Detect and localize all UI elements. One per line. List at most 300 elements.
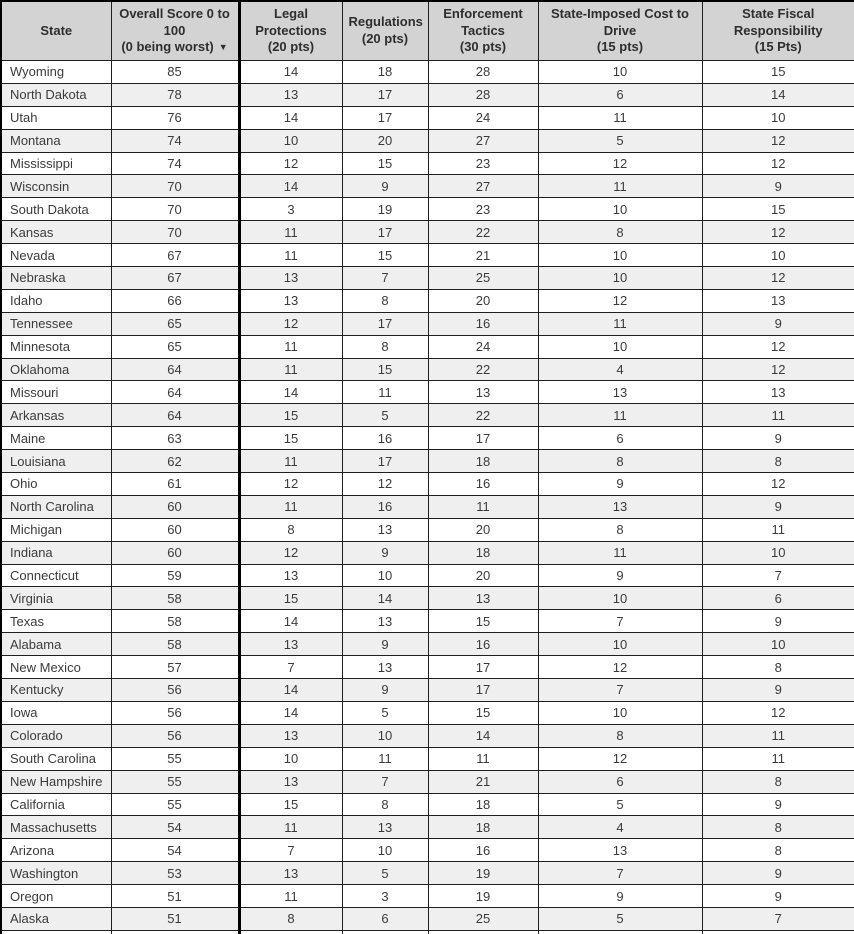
state-cell: New Mexico [1, 656, 111, 679]
score-cell: 63 [111, 427, 239, 450]
score-cell: 11 [239, 816, 342, 839]
score-cell: 11 [239, 335, 342, 358]
score-cell: 11 [702, 518, 854, 541]
state-cell: Minnesota [1, 335, 111, 358]
score-cell: 59 [111, 564, 239, 587]
state-cell: Indiana [1, 541, 111, 564]
table-row [1, 679, 854, 702]
state-cell: Connecticut [1, 564, 111, 587]
score-cell: 11 [702, 747, 854, 770]
score-cell: 7 [538, 610, 702, 633]
score-cell: 60 [111, 541, 239, 564]
score-cell: 64 [111, 358, 239, 381]
score-cell: 9 [342, 679, 428, 702]
score-cell: 10 [239, 747, 342, 770]
empty-cell [111, 930, 239, 934]
sort-descending-icon: ▼ [218, 42, 228, 53]
score-cell: 10 [538, 244, 702, 267]
table-row [1, 610, 854, 633]
column-points-label: (20 pts) [267, 39, 315, 55]
score-cell: 11 [538, 312, 702, 335]
table-row [1, 862, 854, 885]
state-cell: Alaska [1, 907, 111, 930]
score-cell: 55 [111, 793, 239, 816]
table-row [1, 129, 854, 152]
score-cell: 60 [111, 518, 239, 541]
score-cell: 13 [702, 289, 854, 312]
score-cell: 10 [239, 129, 342, 152]
score-cell: 6 [538, 83, 702, 106]
score-cell: 27 [428, 175, 538, 198]
score-cell: 16 [428, 633, 538, 656]
score-cell: 8 [538, 724, 702, 747]
score-cell: 12 [342, 473, 428, 496]
score-cell: 11 [538, 404, 702, 427]
score-cell: 51 [111, 885, 239, 908]
score-cell: 8 [538, 450, 702, 473]
score-cell: 10 [538, 701, 702, 724]
score-cell: 11 [538, 106, 702, 129]
score-cell: 53 [111, 862, 239, 885]
score-cell: 28 [428, 61, 538, 84]
column-label: State Fiscal Responsibility [733, 5, 823, 38]
score-cell: 22 [428, 221, 538, 244]
score-cell: 13 [538, 839, 702, 862]
score-cell: 13 [239, 83, 342, 106]
table-body [1, 61, 854, 934]
score-cell: 13 [239, 564, 342, 587]
score-cell: 12 [538, 152, 702, 175]
score-cell: 12 [702, 701, 854, 724]
score-cell: 66 [111, 289, 239, 312]
score-cell: 13 [239, 724, 342, 747]
score-cell: 51 [111, 907, 239, 930]
score-cell: 70 [111, 221, 239, 244]
score-cell: 17 [342, 83, 428, 106]
state-cell: Nevada [1, 244, 111, 267]
score-cell: 10 [702, 541, 854, 564]
score-cell: 17 [428, 427, 538, 450]
score-cell: 7 [702, 907, 854, 930]
score-cell: 20 [428, 564, 538, 587]
score-cell: 57 [111, 656, 239, 679]
score-cell: 13 [342, 656, 428, 679]
score-cell: 6 [702, 587, 854, 610]
table-row [1, 724, 854, 747]
score-cell: 15 [342, 244, 428, 267]
table-row [1, 839, 854, 862]
score-cell: 11 [239, 495, 342, 518]
table-row [1, 564, 854, 587]
score-cell: 3 [239, 198, 342, 221]
empty-cell [1, 930, 111, 934]
table-row [1, 701, 854, 724]
score-cell: 18 [428, 450, 538, 473]
column-label: Regulations [348, 14, 423, 30]
table-row [1, 816, 854, 839]
state-cell: Louisiana [1, 450, 111, 473]
column-points-label: (15 Pts) [754, 39, 802, 55]
score-cell: 15 [239, 427, 342, 450]
state-cell: Arkansas [1, 404, 111, 427]
column-points-label: (0 being worst) ▼ [121, 39, 228, 55]
column-header-state[interactable] [1, 1, 111, 61]
score-cell: 13 [239, 862, 342, 885]
score-cell: 11 [239, 885, 342, 908]
table-row [1, 335, 854, 358]
score-cell: 7 [239, 839, 342, 862]
score-cell: 25 [428, 907, 538, 930]
table-row [1, 473, 854, 496]
score-cell: 10 [342, 564, 428, 587]
state-cell: California [1, 793, 111, 816]
score-cell: 85 [111, 61, 239, 84]
score-cell: 13 [428, 381, 538, 404]
score-cell: 7 [538, 862, 702, 885]
score-cell: 15 [239, 587, 342, 610]
score-cell: 7 [702, 564, 854, 587]
score-cell: 10 [702, 106, 854, 129]
score-cell: 60 [111, 495, 239, 518]
score-cell: 25 [428, 267, 538, 290]
state-cell: North Carolina [1, 495, 111, 518]
score-cell: 58 [111, 633, 239, 656]
state-cell: Nebraska [1, 267, 111, 290]
score-cell: 11 [239, 244, 342, 267]
score-cell: 27 [428, 129, 538, 152]
score-cell: 13 [538, 381, 702, 404]
table-row [1, 198, 854, 221]
score-cell: 9 [538, 564, 702, 587]
score-cell: 9 [538, 473, 702, 496]
score-cell: 9 [702, 175, 854, 198]
empty-cell [538, 930, 702, 934]
score-cell: 9 [342, 541, 428, 564]
table-row [1, 289, 854, 312]
table-row [1, 106, 854, 129]
score-cell: 3 [342, 885, 428, 908]
score-cell: 14 [239, 106, 342, 129]
score-cell: 55 [111, 770, 239, 793]
state-cell: Arizona [1, 839, 111, 862]
score-cell: 13 [342, 610, 428, 633]
score-cell: 17 [428, 656, 538, 679]
score-cell: 19 [428, 862, 538, 885]
table-row [1, 450, 854, 473]
score-cell: 9 [702, 312, 854, 335]
score-cell: 10 [342, 724, 428, 747]
score-cell: 17 [342, 450, 428, 473]
score-cell: 8 [342, 289, 428, 312]
table-row [1, 427, 854, 450]
score-cell: 16 [428, 473, 538, 496]
score-cell: 12 [702, 267, 854, 290]
score-cell: 10 [538, 587, 702, 610]
score-cell: 67 [111, 244, 239, 267]
score-cell: 8 [702, 770, 854, 793]
state-cell: Utah [1, 106, 111, 129]
column-header-overall-score[interactable] [111, 1, 239, 61]
score-cell: 15 [702, 61, 854, 84]
score-cell: 22 [428, 358, 538, 381]
score-cell: 5 [538, 907, 702, 930]
column-label: State-Imposed Cost to Drive [551, 5, 689, 38]
score-cell: 8 [538, 221, 702, 244]
score-cell: 11 [702, 404, 854, 427]
score-cell: 12 [702, 221, 854, 244]
column-label: Overall Score 0 to 100 [119, 5, 230, 38]
score-cell: 20 [428, 518, 538, 541]
score-cell: 11 [428, 495, 538, 518]
score-cell: 9 [342, 633, 428, 656]
score-cell: 11 [342, 381, 428, 404]
score-cell: 7 [342, 267, 428, 290]
empty-cell [428, 930, 538, 934]
state-cell: South Carolina [1, 747, 111, 770]
score-cell: 56 [111, 679, 239, 702]
score-cell: 67 [111, 267, 239, 290]
table-row-partial [1, 930, 854, 934]
score-cell: 8 [342, 335, 428, 358]
state-cell: Massachusetts [1, 816, 111, 839]
score-cell: 15 [428, 610, 538, 633]
score-cell: 15 [342, 152, 428, 175]
state-cell: Texas [1, 610, 111, 633]
state-cell: Montana [1, 129, 111, 152]
score-cell: 5 [342, 862, 428, 885]
score-cell: 65 [111, 335, 239, 358]
state-cell: Idaho [1, 289, 111, 312]
score-cell: 9 [538, 885, 702, 908]
table-row [1, 518, 854, 541]
score-cell: 9 [702, 610, 854, 633]
score-cell: 12 [239, 152, 342, 175]
score-cell: 7 [342, 770, 428, 793]
score-cell: 11 [538, 175, 702, 198]
score-cell: 11 [428, 747, 538, 770]
score-cell: 17 [342, 221, 428, 244]
score-cell: 76 [111, 106, 239, 129]
state-cell: Ohio [1, 473, 111, 496]
score-cell: 61 [111, 473, 239, 496]
score-cell: 9 [342, 175, 428, 198]
score-cell: 58 [111, 610, 239, 633]
score-cell: 10 [702, 244, 854, 267]
score-cell: 23 [428, 198, 538, 221]
score-cell: 15 [702, 198, 854, 221]
score-cell: 12 [538, 747, 702, 770]
score-cell: 12 [239, 473, 342, 496]
state-cell: North Dakota [1, 83, 111, 106]
score-cell: 14 [342, 587, 428, 610]
state-cell: Mississippi [1, 152, 111, 175]
score-cell: 56 [111, 701, 239, 724]
score-cell: 20 [428, 289, 538, 312]
score-cell: 10 [538, 198, 702, 221]
score-cell: 14 [428, 724, 538, 747]
column-header-enforcement-tactics[interactable] [428, 1, 538, 61]
table-row [1, 495, 854, 518]
score-cell: 28 [428, 83, 538, 106]
score-cell: 6 [538, 427, 702, 450]
score-cell: 18 [342, 61, 428, 84]
score-cell: 6 [538, 770, 702, 793]
score-cell: 13 [702, 381, 854, 404]
score-cell: 13 [239, 267, 342, 290]
score-cell: 56 [111, 724, 239, 747]
score-cell: 58 [111, 587, 239, 610]
state-cell: Missouri [1, 381, 111, 404]
table-row [1, 61, 854, 84]
table-row [1, 152, 854, 175]
state-cell: Virginia [1, 587, 111, 610]
score-cell: 12 [702, 152, 854, 175]
score-cell: 9 [702, 427, 854, 450]
empty-cell [342, 930, 428, 934]
score-cell: 8 [702, 450, 854, 473]
score-cell: 54 [111, 839, 239, 862]
state-cell: Kentucky [1, 679, 111, 702]
state-cell: New Hampshire [1, 770, 111, 793]
table-row [1, 83, 854, 106]
score-cell: 9 [702, 679, 854, 702]
table-row [1, 587, 854, 610]
score-cell: 6 [342, 907, 428, 930]
score-cell: 14 [239, 175, 342, 198]
score-cell: 70 [111, 175, 239, 198]
score-cell: 14 [239, 61, 342, 84]
score-cell: 55 [111, 747, 239, 770]
score-cell: 15 [239, 404, 342, 427]
score-cell: 10 [538, 61, 702, 84]
score-cell: 13 [342, 816, 428, 839]
score-cell: 15 [428, 701, 538, 724]
score-cell: 20 [342, 129, 428, 152]
score-cell: 70 [111, 198, 239, 221]
score-cell: 13 [239, 770, 342, 793]
empty-cell [239, 930, 342, 934]
score-cell: 8 [342, 793, 428, 816]
score-cell: 24 [428, 335, 538, 358]
score-cell: 16 [428, 839, 538, 862]
score-cell: 11 [342, 747, 428, 770]
table-row [1, 221, 854, 244]
state-cell: Alabama [1, 633, 111, 656]
score-cell: 8 [702, 816, 854, 839]
score-cell: 12 [702, 473, 854, 496]
score-cell: 5 [538, 129, 702, 152]
score-cell: 78 [111, 83, 239, 106]
score-cell: 10 [342, 839, 428, 862]
score-cell: 10 [702, 633, 854, 656]
score-cell: 19 [428, 885, 538, 908]
score-cell: 65 [111, 312, 239, 335]
score-cell: 4 [538, 358, 702, 381]
state-cell: Iowa [1, 701, 111, 724]
score-cell: 11 [239, 358, 342, 381]
score-cell: 15 [239, 793, 342, 816]
score-cell: 5 [538, 793, 702, 816]
state-cell: Wisconsin [1, 175, 111, 198]
score-cell: 54 [111, 816, 239, 839]
state-cell: Oregon [1, 885, 111, 908]
score-cell: 74 [111, 152, 239, 175]
score-cell: 74 [111, 129, 239, 152]
score-cell: 10 [538, 267, 702, 290]
score-cell: 11 [239, 450, 342, 473]
table-row [1, 381, 854, 404]
table-row [1, 175, 854, 198]
score-cell: 24 [428, 106, 538, 129]
score-cell: 16 [342, 427, 428, 450]
score-cell: 12 [538, 289, 702, 312]
column-label: Legal Protections [255, 5, 327, 38]
score-cell: 8 [702, 839, 854, 862]
score-cell: 13 [239, 633, 342, 656]
state-cell: Maine [1, 427, 111, 450]
score-cell: 18 [428, 541, 538, 564]
column-points-label: (20 pts) [361, 31, 409, 46]
score-cell: 5 [342, 701, 428, 724]
score-cell: 21 [428, 244, 538, 267]
score-cell: 17 [342, 312, 428, 335]
score-cell: 10 [538, 335, 702, 358]
score-cell: 14 [239, 381, 342, 404]
table-row [1, 633, 854, 656]
score-cell: 13 [538, 495, 702, 518]
table-row [1, 770, 854, 793]
column-label: State [40, 22, 73, 38]
score-cell: 7 [538, 679, 702, 702]
column-points-label: (30 pts) [459, 39, 507, 55]
score-cell: 7 [239, 656, 342, 679]
score-cell: 8 [702, 656, 854, 679]
score-cell: 9 [702, 862, 854, 885]
score-cell: 8 [239, 518, 342, 541]
score-cell: 19 [342, 198, 428, 221]
state-cell: Wyoming [1, 61, 111, 84]
column-header-regulations[interactable] [342, 1, 428, 61]
score-cell: 13 [239, 289, 342, 312]
score-cell: 11 [702, 724, 854, 747]
table-header [1, 1, 854, 61]
score-cell: 4 [538, 816, 702, 839]
score-cell: 22 [428, 404, 538, 427]
score-cell: 64 [111, 381, 239, 404]
score-cell: 17 [342, 106, 428, 129]
score-cell: 10 [538, 633, 702, 656]
column-header-fiscal-responsibility[interactable] [702, 1, 854, 61]
table-row [1, 267, 854, 290]
score-cell: 14 [239, 610, 342, 633]
score-cell: 14 [702, 83, 854, 106]
table-row [1, 747, 854, 770]
score-cell: 13 [428, 587, 538, 610]
state-cell: Tennessee [1, 312, 111, 335]
state-cell: Kansas [1, 221, 111, 244]
table-row [1, 404, 854, 427]
score-cell: 16 [342, 495, 428, 518]
table-row [1, 541, 854, 564]
column-header-cost-to-drive[interactable] [538, 1, 702, 61]
score-cell: 18 [428, 793, 538, 816]
column-header-legal-protections[interactable] [239, 1, 342, 61]
state-cell: Oklahoma [1, 358, 111, 381]
score-cell: 64 [111, 404, 239, 427]
score-cell: 21 [428, 770, 538, 793]
score-cell: 9 [702, 885, 854, 908]
score-cell: 8 [239, 907, 342, 930]
